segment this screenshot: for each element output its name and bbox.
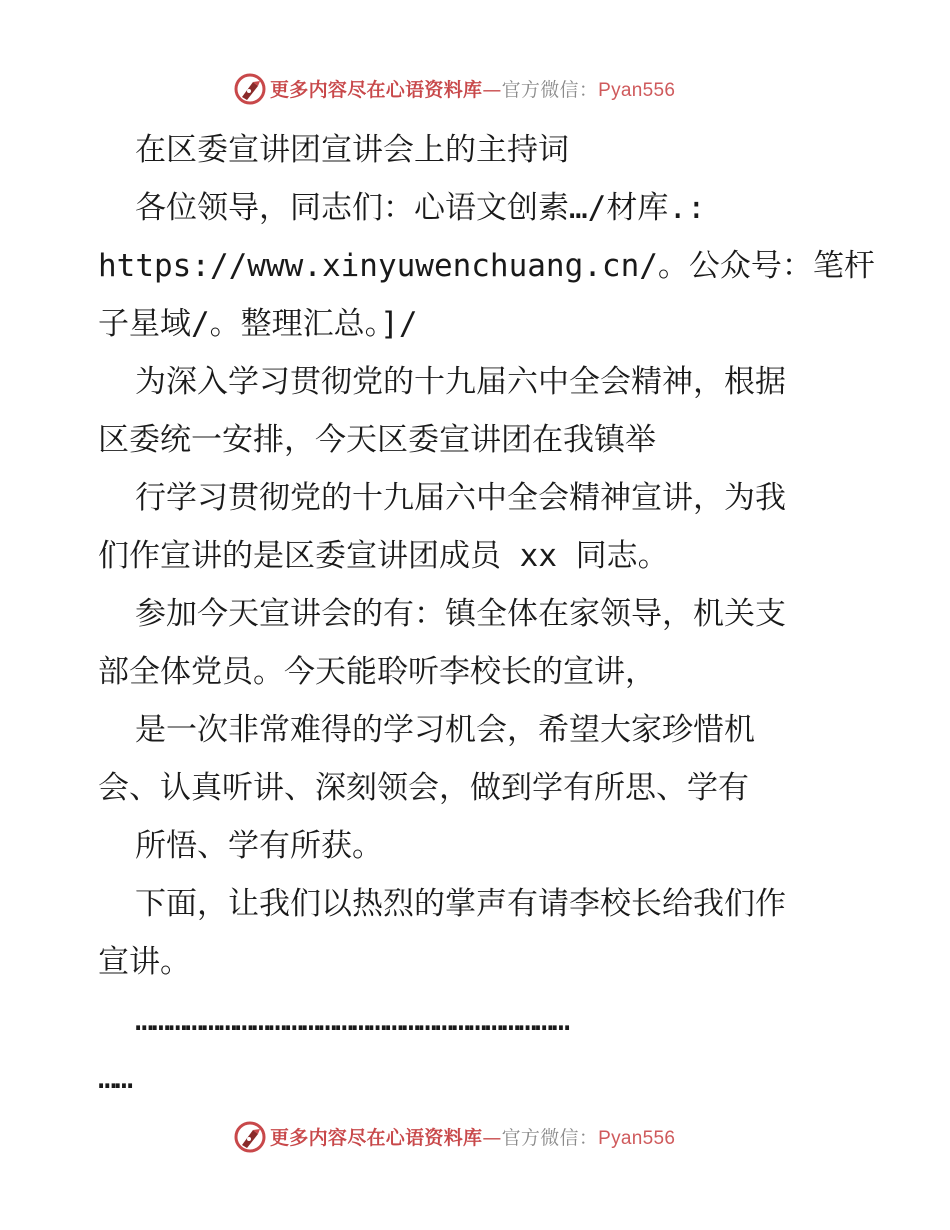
text-line: 是一次非常难得的学习机会，希望大家珍惜机 (135, 712, 755, 748)
watermark-header (0, 70, 950, 110)
watermark-wechat-id: Pyan556 (598, 80, 676, 101)
text-line: https://www.xinyuwenchuang.cn/。公众号：笔杆 (98, 248, 875, 284)
watermark-main: 更多内容尽在心语资料库 (270, 79, 483, 101)
watermark-footer (0, 1118, 950, 1158)
text-line: 为深入学习贯彻党的十九届六中全会精神，根据 (135, 364, 786, 400)
watermark-main: 更多内容尽在心语资料库 (270, 1127, 483, 1149)
text-line: 会、认真听讲、深刻领会，做到学有所思、学有 (98, 770, 749, 806)
text-line: 各位领导，同志们：心语文创素…/材库.: (135, 190, 706, 226)
watermark-dash: — (482, 1127, 502, 1149)
watermark-wechat-label: 官方微信： (501, 1127, 599, 1149)
text-line: 区委统一安排，今天区委宣讲团在我镇举 (98, 422, 656, 458)
watermark-wechat-label: 官方微信： (501, 79, 599, 101)
text-line: 部全体党员。今天能聆听李校长的宣讲， (98, 654, 656, 690)
text-line: 宣讲。 (98, 944, 191, 980)
text-line: 参加今天宣讲会的有：镇全体在家领导，机关支 (135, 596, 786, 632)
watermark-wechat-id: Pyan556 (598, 1128, 676, 1149)
watermark-text (270, 1125, 675, 1152)
watermark-dash: — (482, 79, 502, 101)
pen-nib-logo-icon (233, 72, 267, 106)
text-line: 行学习贯彻党的十九届六中全会精神宣讲，为我 (135, 480, 786, 516)
pen-nib-logo-icon (233, 1120, 267, 1154)
ellipsis-line: …… (98, 1060, 132, 1096)
text-line: 所悟、学有所获。 (135, 828, 383, 864)
document-title: 在区委宣讲团宣讲会上的主持词 (135, 132, 569, 168)
text-line: 们作宣讲的是区委宣讲团成员 xx 同志。 (98, 538, 669, 574)
watermark-text (270, 77, 675, 104)
text-line: 下面，让我们以热烈的掌声有请李校长给我们作 (135, 886, 786, 922)
text-line: 子星域/。整理汇总。]/ (98, 306, 418, 342)
document-body (98, 121, 875, 1107)
ellipsis-line: …………………………………………………………………… (135, 1002, 569, 1038)
